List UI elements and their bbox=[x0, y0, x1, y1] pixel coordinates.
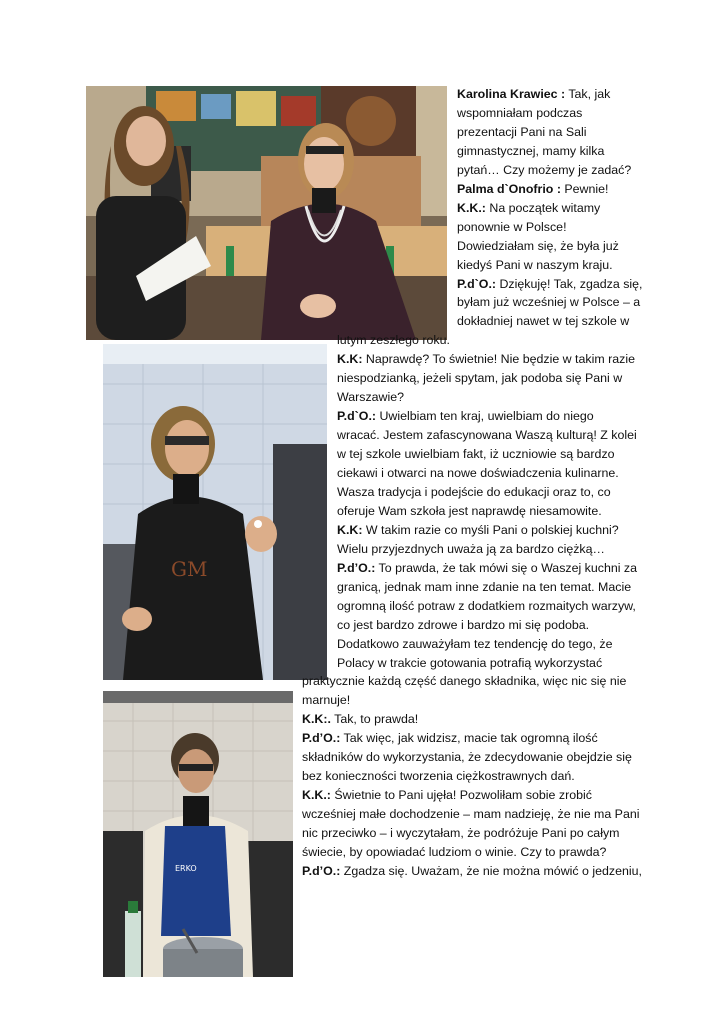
text-line bbox=[337, 521, 619, 540]
text-line bbox=[302, 824, 619, 843]
text-line bbox=[302, 710, 418, 729]
text-line bbox=[337, 407, 594, 426]
line-text: co jest bardzo zdrowe i bardzo mi się podoba. bbox=[337, 617, 590, 632]
line-text: gimnastycznej, mamy kilka bbox=[457, 143, 605, 158]
text-line bbox=[457, 275, 642, 294]
text-line bbox=[457, 218, 567, 237]
text-line bbox=[337, 388, 404, 407]
text-line bbox=[457, 123, 587, 142]
text-line bbox=[302, 843, 606, 862]
speaker-label: K.K.: bbox=[302, 788, 331, 803]
line-text: dokładniej nawet w tej szkole w bbox=[457, 314, 630, 329]
line-text: marnuje! bbox=[302, 693, 351, 708]
text-line bbox=[302, 672, 626, 691]
text-line bbox=[457, 85, 610, 104]
text-line bbox=[457, 293, 640, 312]
line-text: wspomniałam podczas bbox=[457, 105, 583, 120]
speaker-label: P.d`O.: bbox=[457, 276, 497, 291]
text-line bbox=[337, 616, 589, 635]
line-text: Zgadza się. Uważam, że nie można mówić o jedzeniu, bbox=[340, 863, 642, 878]
line-text: bez konieczności tworzenia ciężkostrawnych dań. bbox=[302, 769, 575, 784]
speaker-label: K.K:. bbox=[302, 712, 331, 727]
line-text: Tak, jak bbox=[565, 87, 611, 101]
text-line bbox=[337, 464, 619, 483]
line-text: To prawda, że tak mówi się o Waszej kuchni za bbox=[375, 560, 638, 575]
line-text: Uwielbiam ten kraj, uwielbiam do niego bbox=[376, 409, 594, 424]
speaker-label: Palma d`Onofrio : bbox=[457, 181, 561, 196]
line-text: granicą, jednak mam inne zdanie na ten temat. Macie bbox=[337, 579, 632, 594]
line-text: Świetnie to Pani ujęła! Pozwoliłam sobie zrobić bbox=[330, 788, 592, 803]
line-text: byłam już wcześniej w Polsce – a bbox=[457, 295, 641, 310]
line-text: Wielu przyjezdnych uważa ją za bardzo ciężką… bbox=[337, 541, 605, 556]
text-line bbox=[457, 312, 629, 331]
text-line bbox=[457, 180, 608, 199]
line-text: kiedyś Pani w naszym kraju. bbox=[457, 257, 613, 272]
speaker-label: K.K: bbox=[337, 522, 363, 537]
line-text: Pewnie! bbox=[560, 181, 609, 196]
speaker-label: K.K: bbox=[337, 352, 363, 367]
text-line bbox=[337, 483, 611, 502]
text-line bbox=[337, 654, 602, 673]
text-line bbox=[337, 426, 637, 445]
line-text: lutym zeszłego roku. bbox=[337, 333, 450, 348]
line-text: Tak, to prawda! bbox=[330, 712, 419, 727]
line-text: praktycznie każdą część danego składnika, więc nic się nie bbox=[302, 674, 627, 689]
line-text: Tak więc, jak widzisz, macie tak ogromną ilość bbox=[340, 731, 598, 746]
line-text: Na początek witamy bbox=[485, 200, 601, 215]
line-text: niespodzianką, jeżeli spytam, jak podoba się Pani w bbox=[337, 371, 623, 386]
text-line bbox=[457, 161, 631, 180]
text-line bbox=[337, 635, 613, 654]
line-text: Naprawdę? To świetnie! Nie będzie w takim razie bbox=[362, 352, 635, 367]
line-text: Warszawie? bbox=[337, 390, 405, 405]
line-text: w tej szkole uwielbiam fakt, iż uczniowie są bardzo bbox=[337, 447, 615, 462]
text-line bbox=[337, 369, 622, 388]
line-text: ponownie w Polsce! bbox=[457, 219, 567, 234]
text-line bbox=[302, 862, 642, 881]
text-line bbox=[337, 445, 615, 464]
line-text: składników do wykorzystania, że zdecydowanie obejdzie się bbox=[302, 750, 632, 765]
speaker-label: K.K.: bbox=[457, 200, 486, 215]
text-line bbox=[302, 767, 575, 786]
speaker-label: Karolina Krawiec : bbox=[457, 87, 566, 101]
text-line bbox=[302, 805, 639, 824]
line-text: Wasza tradycja i podejście do edukacji oraz to, co bbox=[337, 484, 611, 499]
speaker-label: P.d’O.: bbox=[302, 731, 341, 746]
text-line bbox=[457, 104, 582, 123]
text-line bbox=[302, 691, 350, 710]
line-text: nic przeciwko – i wyczytałam, że podróżuje Pani po całym bbox=[302, 826, 620, 841]
text-line bbox=[337, 597, 636, 616]
speaker-label: P.d’O.: bbox=[302, 863, 341, 878]
text-line bbox=[302, 748, 632, 767]
line-text: wracać. Jestem zafascynowana Waszą kulturą! Z kolei bbox=[337, 428, 637, 443]
line-text: W takim razie co myśli Pani o polskiej kuchni? bbox=[362, 522, 619, 537]
text-line bbox=[337, 578, 631, 597]
line-text: wcześniej małe dochodzenie – mam nadzieję, że nie ma Pani bbox=[302, 807, 640, 822]
line-text: prezentacji Pani na Sali bbox=[457, 124, 587, 139]
text-line bbox=[302, 729, 598, 748]
text-line bbox=[337, 540, 605, 559]
line-text: ogromną ilość potraw z dodatkiem rozmaitych warzyw, bbox=[337, 598, 636, 613]
text-line bbox=[457, 199, 600, 218]
line-text: Dziękuję! Tak, zgadza się, bbox=[496, 276, 643, 291]
text-line bbox=[337, 350, 635, 369]
text-line bbox=[302, 786, 592, 805]
apron-logo: ERKO bbox=[175, 864, 197, 873]
text-line bbox=[337, 331, 450, 350]
line-text: pytań… Czy możemy je zadać? bbox=[457, 162, 632, 177]
line-text: Dowiedziałam się, że była już bbox=[457, 238, 619, 253]
line-text: Dodatkowo zauważyłam tez tendencję do tego, że bbox=[337, 636, 613, 651]
text-line bbox=[337, 559, 637, 578]
text-line bbox=[457, 256, 613, 275]
apron-logo: GM bbox=[171, 557, 208, 581]
line-text: oferuje Wam szkoła jest naprawdę niesamowite. bbox=[337, 503, 602, 518]
line-text: ciekawi i otwarci na nowe doświadczenia kulinarne. bbox=[337, 466, 619, 480]
text-line bbox=[457, 237, 619, 256]
line-text: Polacy w trakcie gotowania potrafią wykorzystać bbox=[337, 655, 603, 670]
line-text: świecie, by opowiadać ludziom o winie. Czy to prawda? bbox=[302, 845, 607, 859]
text-line bbox=[457, 142, 604, 161]
speaker-label: P.d`O.: bbox=[337, 409, 377, 424]
text-line bbox=[337, 502, 602, 521]
speaker-label: P.d’O.: bbox=[337, 560, 376, 575]
